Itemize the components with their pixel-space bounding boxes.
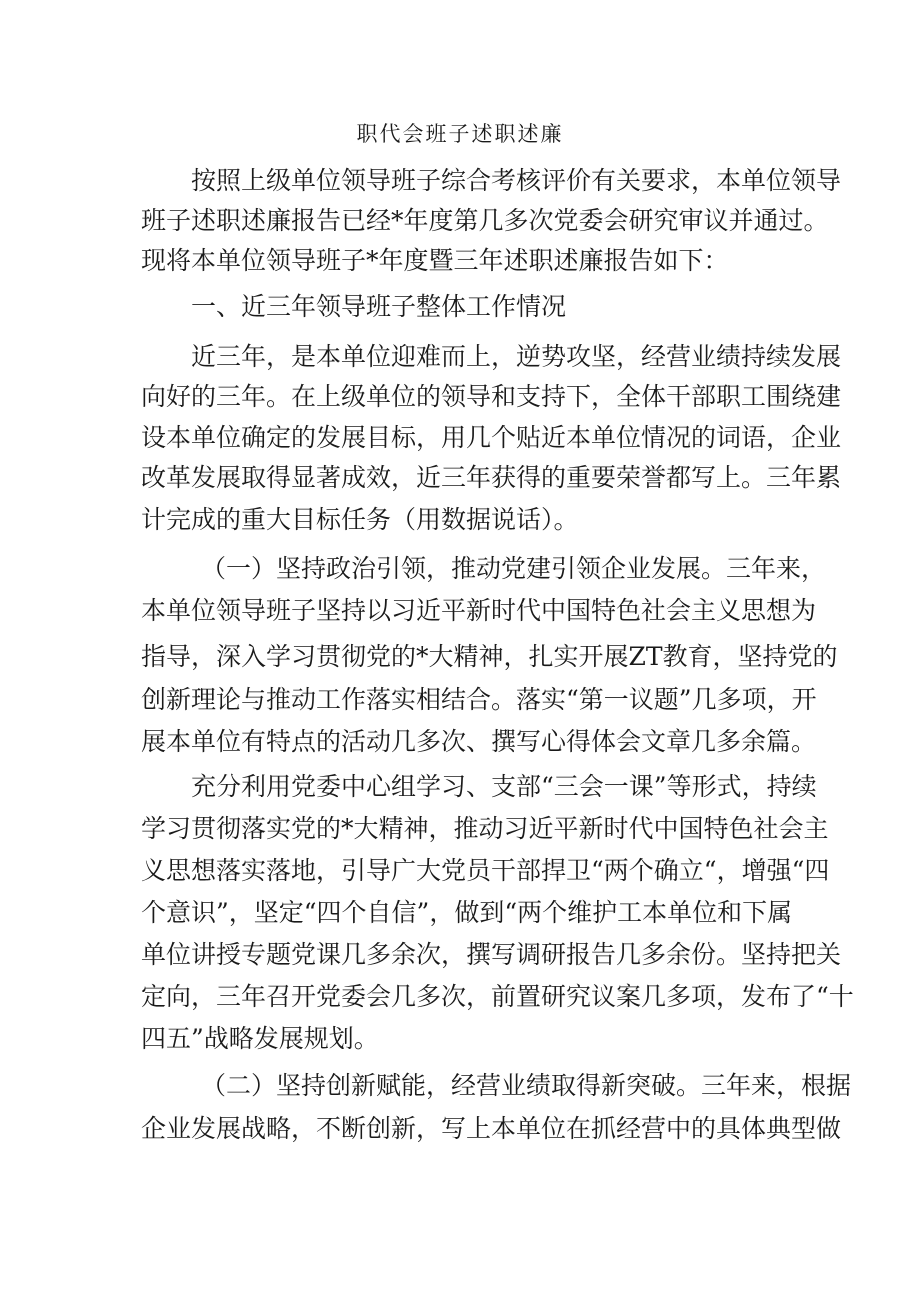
subsection-heading-line: （一）坚持政治引领，推动党建引领企业发展。三年来， — [201, 554, 827, 583]
paragraph-line: 四五”战略发展规划。 — [141, 1024, 379, 1053]
paragraph-line: 定向，三年召开党委会几多次，前置研究议案几多项，发布了“十 — [141, 982, 854, 1011]
paragraph-line: 按照上级单位领导班子综合考核评价有关要求，本单位领导 — [191, 166, 842, 195]
paragraph-line: 计完成的重大目标任务（用数据说话）。 — [141, 505, 579, 534]
paragraph-line: 充分利用党委中心组学习、支部“三会一课”等形式，持续 — [191, 772, 817, 801]
paragraph-line: 企业发展战略，不断创新，写上本单位在抓经营中的具体典型做 — [141, 1114, 842, 1143]
paragraph-line: 设本单位确定的发展目标，用几个贴近本单位情况的词语，企业 — [141, 423, 842, 452]
paragraph-line: 改革发展取得显著成效，近三年获得的重要荣誉都写上。三年累 — [141, 463, 842, 492]
paragraph-line: 班子述职述廉报告已经*年度第几多次党委会研究审议并通过。 — [141, 206, 829, 235]
document-title: 职代会班子述职述廉 — [356, 122, 564, 146]
paragraph-line: 近三年，是本单位迎难而上，逆势攻坚，经营业绩持续发展 — [191, 342, 842, 371]
paragraph-line: 单位讲授专题党课几多余次，撰写调研报告几多余份。坚持把关 — [141, 940, 842, 969]
paragraph-line: 创新理论与推动工作落实相结合。落实“第一议题”几多项，开 — [141, 685, 817, 714]
paragraph-line: 本单位领导班子坚持以习近平新时代中国特色社会主义思想为 — [141, 596, 817, 625]
paragraph-line: 学习贯彻落实党的*大精神，推动习近平新时代中国特色社会主 — [141, 814, 829, 843]
paragraph-line: 个意识”，坚定“四个自信”，做到“两个维护工本单位和下属 — [141, 898, 793, 927]
section-heading: 一、近三年领导班子整体工作情况 — [191, 292, 567, 321]
subsection-heading-line: （二）坚持创新赋能，经营业绩取得新突破。三年来，根据 — [201, 1071, 852, 1100]
paragraph-line: 展本单位有特点的活动几多次、撰写心得体会文章几多余篇。 — [141, 727, 817, 756]
paragraph-line: 义思想落实落地，引导广大党员干部捍卫“两个确立“，增强“四 — [141, 856, 830, 885]
paragraph-line: 向好的三年。在上级单位的领导和支持下，全体干部职工围绕建 — [141, 382, 842, 411]
paragraph-line: 指导，深入学习贯彻党的*大精神，扎实开展ZT教育，坚持党的 — [141, 642, 838, 671]
paragraph-line: 现将本单位领导班子*年度暨三年述职述廉报告如下： — [141, 246, 729, 275]
